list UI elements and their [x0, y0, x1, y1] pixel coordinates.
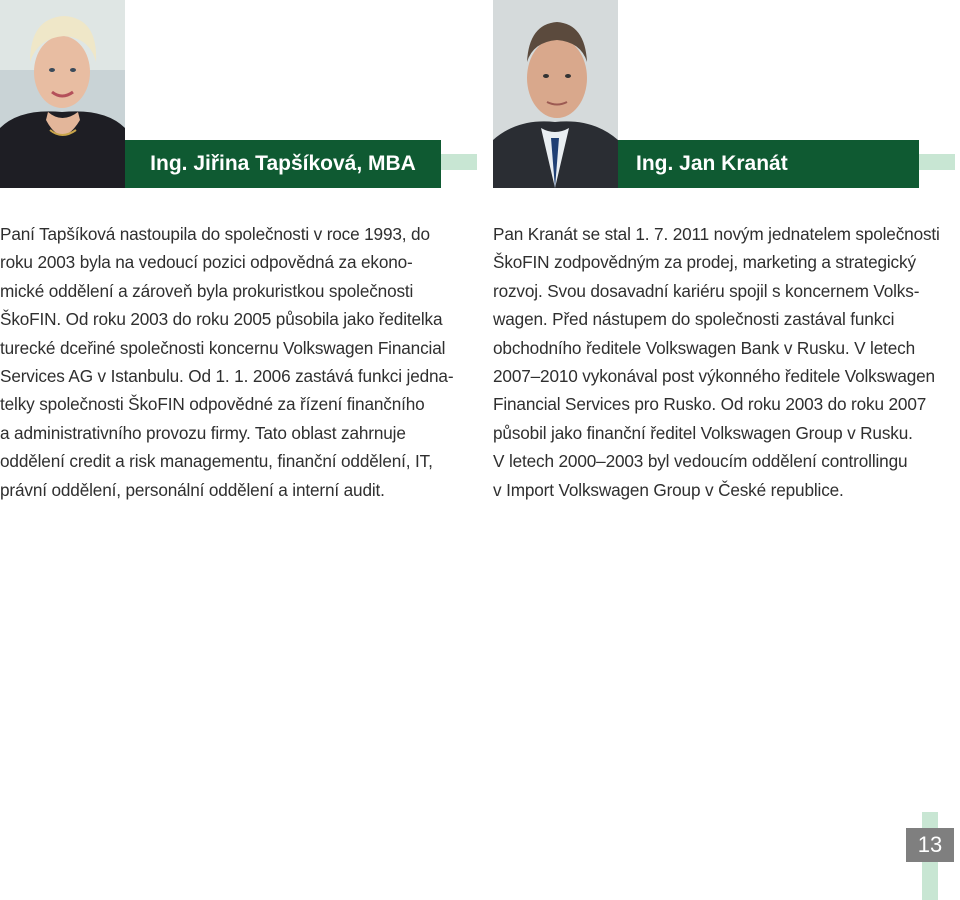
bio-text: Paní Tapšíková nastoupila do společnosti v roce 1993, do roku 2003 byla na vedoucí pozici odpovědná za ekono- mické oddělení a zároveň byla prokuristkou společnosti ŠkoFIN. Od roku 2003 do roku 2005 působila jako ředitelka turecké dceřiné společnosti koncernu Volkswagen Financial Services AG v Istanbulu. Od 1. 1. 2006 zastává funkci jedna- telky společnosti ŠkoFIN odpovědné za řízení finančního a administrativního provozu firmy. Tato oblast zahrnuje oddělení credit a risk managementu, finanční oddělení, IT, právní oddělení, personální oddělení a interní audit.: [0, 224, 454, 500]
person-name: Ing. Jiřina Tapšíková, MBA: [150, 152, 416, 175]
person-name: Ing. Jan Kranát: [636, 152, 788, 175]
bio-text: Pan Kranát se stal 1. 7. 2011 novým jednatelem společnosti ŠkoFIN zodpovědným za prodej, marketing a strategický rozvoj. Svou dosavadní kariéru spojil s koncernem Volks- wagen. Před nástupem do společnosti zastával funkci obchodního ředitele Volkswagen Bank v Rusku. V letech 2007–2010 vykonával post výkonného ředitele Volkswagen Financial Services pro Rusko. Od roku 2003 do roku 2007 působil jako finanční ředitel Volkswagen Group v Rusku. V letech 2000–2003 byl vedoucím oddělení controllingu v Import Volkswagen Group v České republice.: [493, 224, 940, 500]
page-number: 13: [906, 828, 954, 862]
decorative-tab: [441, 154, 477, 170]
portrait-woman-icon: [0, 0, 125, 188]
portrait-photo: [493, 0, 618, 188]
portrait-man-icon: [493, 0, 618, 188]
name-bar: [125, 140, 441, 188]
portrait-photo: [0, 0, 125, 188]
decorative-tab: [919, 154, 955, 170]
name-bar: [618, 140, 919, 188]
